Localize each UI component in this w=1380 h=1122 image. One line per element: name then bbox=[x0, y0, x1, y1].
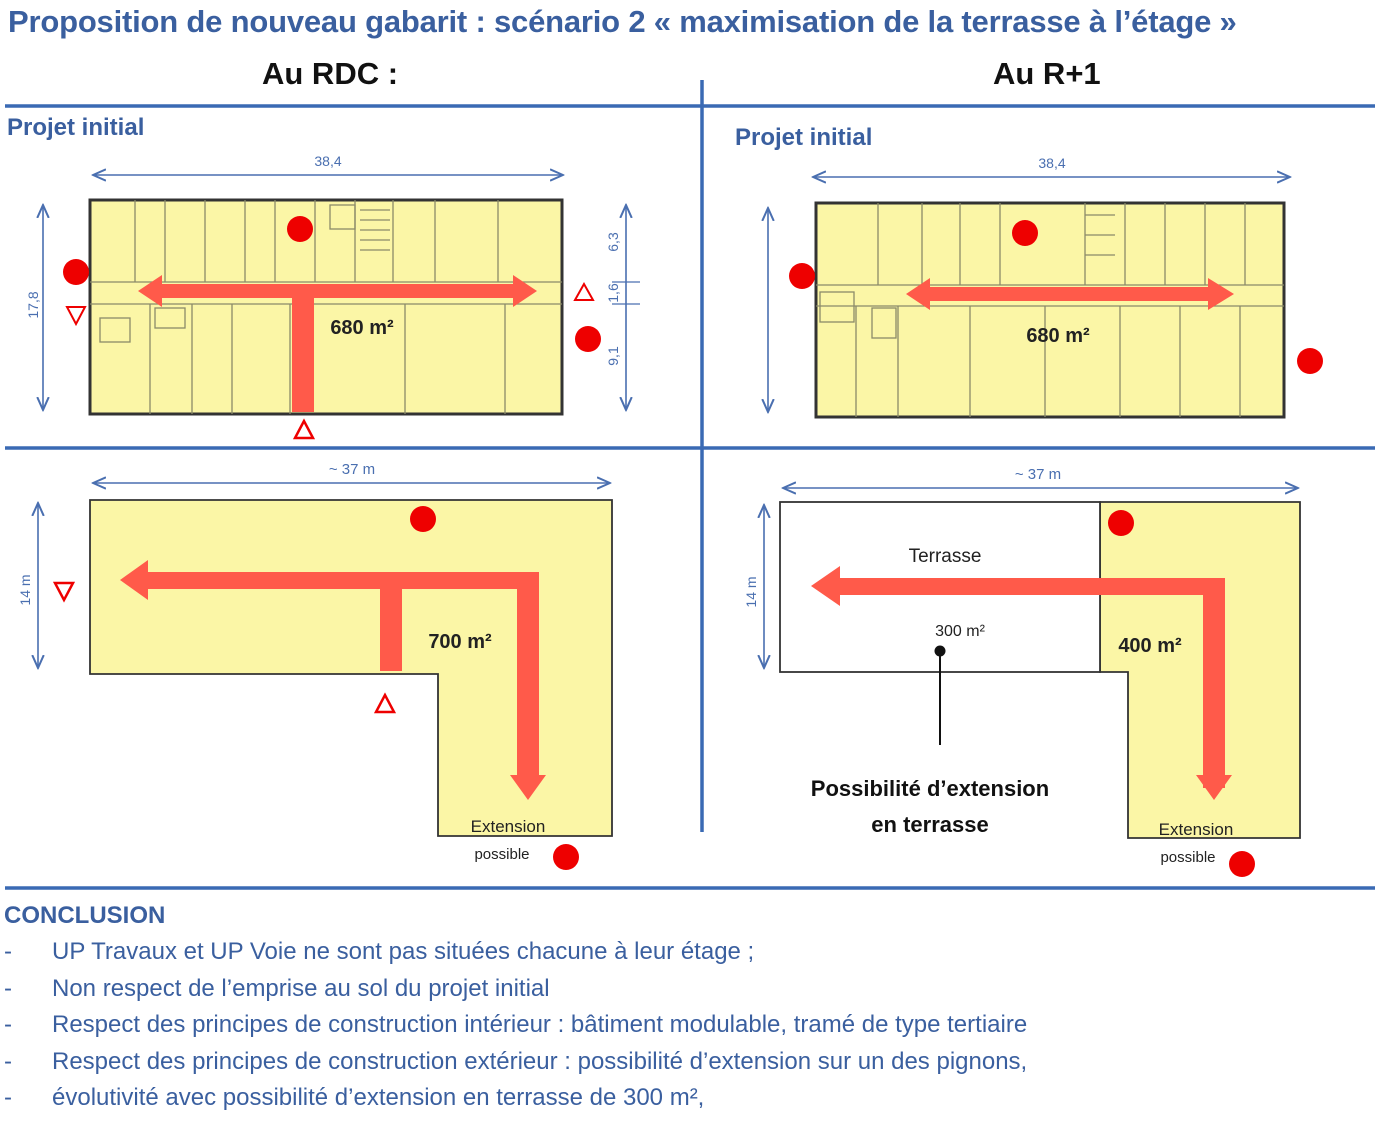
marker-dot bbox=[63, 259, 89, 285]
conclusion-item: - évolutivité avec possibilité d’extension en terrasse de 300 m², bbox=[4, 1084, 705, 1111]
extension-callout: Possibilité d’extension bbox=[810, 776, 1050, 801]
initial-label-rdc: Projet initial bbox=[7, 114, 145, 141]
dim-label-2: 1,6 bbox=[605, 283, 621, 303]
exit-triangle-icon bbox=[575, 284, 593, 300]
page-title: Proposition de nouveau gabarit : scénario 2 « maximisation de la terrasse à l’étage » bbox=[8, 4, 1237, 39]
width-label-rdc-proposal: ~ 37 m bbox=[328, 461, 376, 478]
conclusion-title: CONCLUSION bbox=[4, 902, 166, 929]
initial-label-r1: Projet initial bbox=[735, 124, 873, 151]
exit-triangle-icon bbox=[67, 307, 85, 324]
extension-label-rdc-2: possible bbox=[474, 846, 530, 863]
entrance-triangle-icon bbox=[295, 421, 313, 438]
initial-plan-rdc bbox=[25, 153, 640, 438]
conclusion-item: - Respect des principes de construction intérieur : bâtiment modulable, tramé de type tertiaire bbox=[4, 1011, 1028, 1038]
extension-label-r1: Extension bbox=[1158, 820, 1234, 839]
marker-dot bbox=[410, 506, 436, 532]
proposal-plan-rdc bbox=[17, 461, 612, 870]
proposal-plan-r1 bbox=[743, 466, 1300, 877]
marker-dot bbox=[575, 326, 601, 352]
marker-dot bbox=[1012, 220, 1038, 246]
height-label-r1-proposal: 14 m bbox=[743, 576, 759, 608]
area-label-rdc-initial: 680 m² bbox=[330, 317, 394, 339]
extension-label-r1-2: possible bbox=[1160, 849, 1216, 866]
marker-dot bbox=[287, 216, 313, 242]
marker-dot bbox=[1297, 348, 1323, 374]
extension-label-rdc: Extension bbox=[470, 817, 546, 836]
conclusion-section bbox=[4, 902, 1027, 1117]
extension-callout-2: en terrasse bbox=[871, 812, 989, 837]
area-label-rdc-proposal: 700 m² bbox=[428, 631, 492, 653]
width-label-r1-initial: 38,4 bbox=[1038, 155, 1066, 171]
dim-label-3: 9,1 bbox=[605, 346, 621, 366]
dim-label-1: 6,3 bbox=[605, 232, 621, 252]
entrance-triangle-icon bbox=[376, 695, 394, 712]
terrace-label: Terrasse bbox=[908, 546, 982, 567]
width-label-rdc-initial: 38,4 bbox=[314, 153, 342, 169]
conclusion-item: - UP Travaux et UP Voie ne sont pas situées chacune à leur étage ; bbox=[4, 938, 755, 965]
area-label-r1-initial: 680 m² bbox=[1026, 325, 1090, 347]
exit-triangle-icon bbox=[55, 583, 73, 600]
height-label-rdc-proposal: 14 m bbox=[17, 574, 33, 606]
terrace-area-label: 300 m² bbox=[935, 623, 985, 640]
marker-dot bbox=[553, 844, 579, 870]
conclusion-list bbox=[4, 934, 1027, 1117]
conclusion-item: - Non respect de l’emprise au sol du projet initial bbox=[4, 974, 550, 1002]
column-heading-rdc: Au RDC : bbox=[262, 56, 399, 91]
marker-dot bbox=[1108, 510, 1134, 536]
conclusion-item: - Respect des principes de construction extérieur : possibilité d’extension sur un des pignons, bbox=[4, 1047, 1028, 1075]
marker-dot bbox=[789, 263, 815, 289]
initial-plan-r1 bbox=[768, 155, 1323, 417]
width-label-r1-proposal: ~ 37 m bbox=[1014, 466, 1062, 483]
area-label-r1-proposal: 400 m² bbox=[1118, 635, 1182, 657]
column-heading-r1: Au R+1 bbox=[993, 56, 1101, 91]
height-label-rdc-initial: 17,8 bbox=[25, 291, 41, 319]
marker-dot bbox=[1229, 851, 1255, 877]
